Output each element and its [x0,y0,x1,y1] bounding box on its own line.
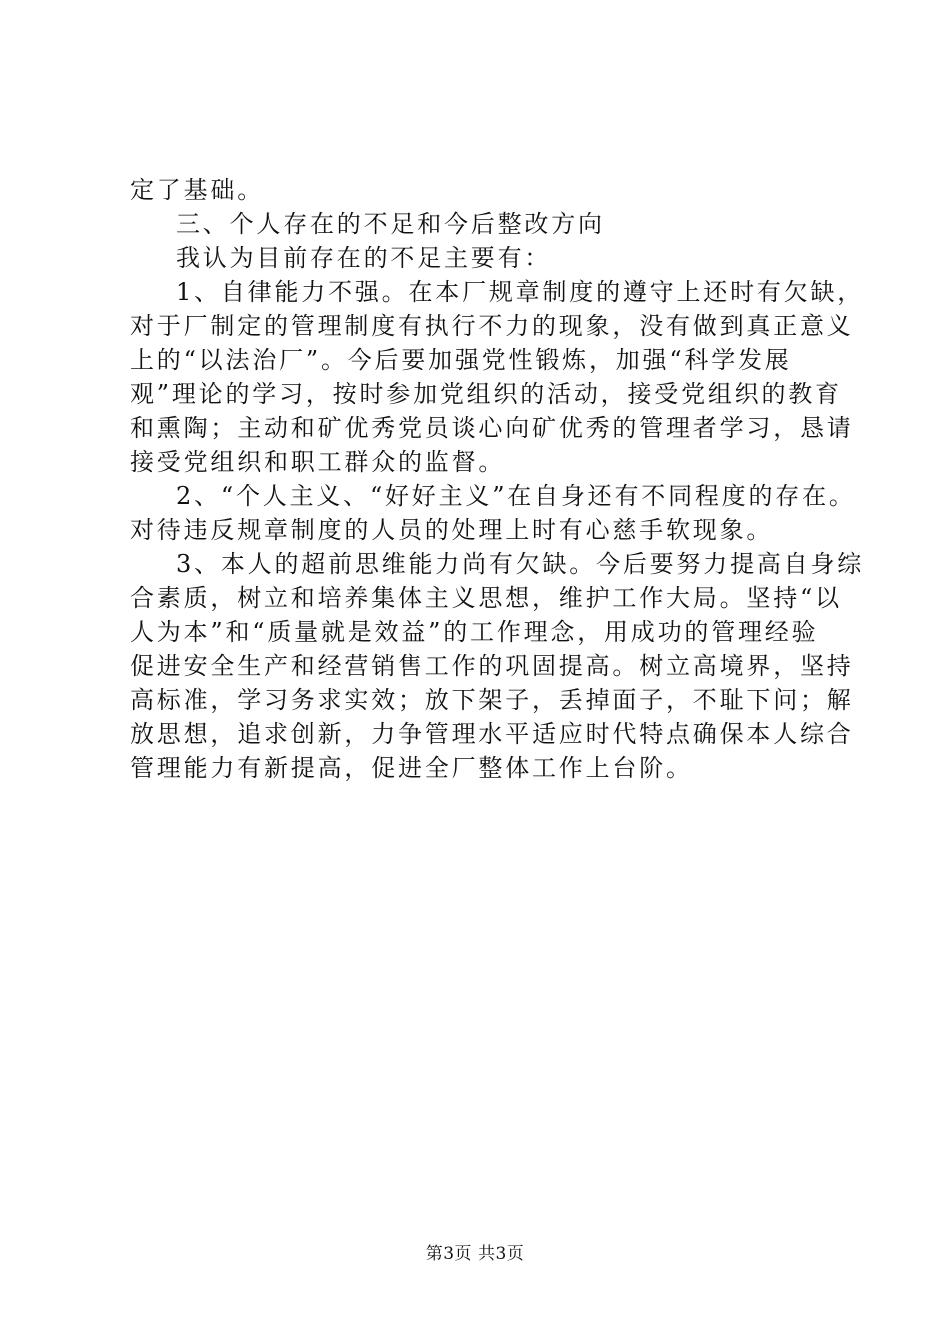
text-line: 我认为目前存在的不足主要有： [176,244,552,272]
text-line: 对于厂制定的管理制度有执行不力的现象，没有做到真正意义 [130,312,854,340]
text-line: 定了基础。 [130,176,264,204]
page-number-footer: 第3页 共3页 [425,1244,525,1264]
text-line: 1、自律能力不强。在本厂规章制度的遵守上还时有欠缺， [176,278,865,306]
text-line: 放思想，追求创新，力争管理水平适应时代特点确保本人综合 [130,720,854,748]
text-line: 管理能力有新提高，促进全厂整体工作上台阶。 [130,754,693,782]
section-heading: 三、个人存在的不足和今后整改方向 [176,210,605,238]
text-line: 3、本人的超前思维能力尚有欠缺。今后要努力提高自身综 [176,550,865,578]
text-line: 对待违反规章制度的人员的处理上时有心慈手软现象。 [130,516,774,544]
text-line: 接受党组织和职工群众的监督。 [130,448,506,476]
text-line: 2、“个人主义、“好好主义”在自身还有不同程度的存在。 [176,482,856,510]
text-line: 人为本”和“质量就是效益”的工作理念，用成功的管理经验 [130,618,819,646]
text-line: 和熏陶；主动和矿优秀党员谈心向矿优秀的管理者学习，恳请 [130,414,854,442]
text-line: 促进安全生产和经营销售工作的巩固提高。树立高境界，坚持 [130,652,854,680]
text-line: 合素质，树立和培养集体主义思想，维护工作大局。坚持“以 [130,584,842,612]
text-line: 高标准，学习务求实效；放下架子，丢掉面子，不耻下问；解 [130,686,854,714]
text-line: 观”理论的学习，按时参加党组织的活动，接受党组织的教育 [130,380,842,408]
text-line: 上的“以法治厂”。今后要加强党性锻炼，加强“科学发展 [130,346,792,374]
